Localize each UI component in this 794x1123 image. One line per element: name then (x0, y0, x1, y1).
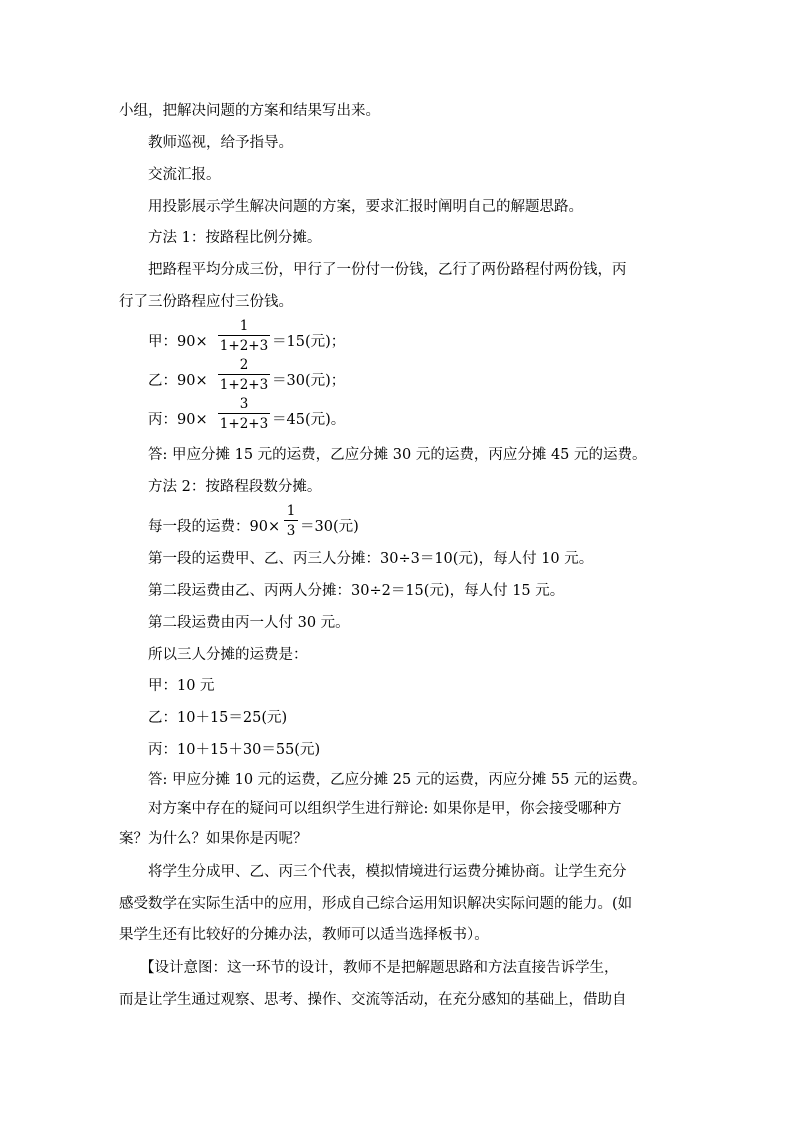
paragraph-line: 将学生分成甲、乙、丙三个代表，模拟情境进行运费分摊协商。让学生充分 (148, 864, 627, 880)
paragraph-line: 用投影展示学生解决问题的方案，要求汇报时阐明自己的解题思路。 (148, 199, 583, 215)
paragraph-line: 甲：10 元 (148, 678, 215, 694)
formula-tail: ＝45(元)。 (272, 412, 346, 428)
answer-line: 答: 甲应分摊 10 元的运费，乙应分摊 25 元的运费，丙应分摊 55 元的运费。 (148, 772, 647, 788)
paragraph-line: 对方案中存在的疑问可以组织学生进行辩论: 如果你是甲，你会接受哪种方 (148, 801, 622, 817)
numerator: 1 (239, 318, 249, 334)
formula-lead: 甲：90× (148, 334, 208, 350)
formula-lead: 每一段的运费：90× (148, 519, 281, 535)
fraction (218, 318, 270, 354)
denominator: 1+2+3 (219, 416, 269, 432)
paragraph-line: 案？为什么？如果你是丙呢？ (119, 831, 308, 847)
fraction-bar (218, 413, 270, 414)
paragraph-line: 小组，把解决问题的方案和结果写出来。 (119, 103, 380, 119)
paragraph-line: 教师巡视，给予指导。 (148, 135, 293, 151)
paragraph-line: 把路程平均分成三份，甲行了一份付一份钱，乙行了两份路程付两份钱，丙 (148, 262, 627, 278)
answer-line: 答: 甲应分摊 15 元的运费，乙应分摊 30 元的运费，丙应分摊 45 元的运费。 (148, 447, 647, 463)
formula-lead: 丙：90× (148, 412, 208, 428)
denominator: 1+2+3 (219, 377, 269, 393)
numerator: 2 (239, 357, 249, 373)
method-heading: 方法 2：按路程段数分摊。 (148, 479, 322, 495)
fraction (284, 503, 298, 539)
paragraph-line: 第一段的运费甲、乙、丙三人分摊：30÷3＝10(元)，每人付 10 元。 (148, 551, 594, 567)
formula-tail: ＝30(元) (300, 519, 359, 535)
formula-tail: ＝15(元)； (272, 334, 346, 350)
paragraph-line: 交流汇报。 (148, 167, 221, 183)
fraction (218, 357, 270, 393)
paragraph-line: 感受数学在实际生活中的应用，形成自己综合运用知识解决实际问题的能力。(如 (119, 896, 633, 912)
paragraph-line: 乙：10＋15＝25(元) (148, 710, 288, 726)
method-heading: 方法 1：按路程比例分摊。 (148, 230, 322, 246)
formula-lead: 乙：90× (148, 373, 208, 389)
paragraph-line: 丙：10＋15＋30＝55(元) (148, 742, 321, 758)
denominator: 1+2+3 (219, 338, 269, 354)
paragraph-line: 【设计意图：这一环节的设计，教师不是把解题思路和方法直接告诉学生， (140, 960, 619, 976)
fraction-bar (218, 374, 270, 375)
paragraph-line: 第二段运费由乙、丙两人分摊：30÷2＝15(元)，每人付 15 元。 (148, 583, 565, 599)
paragraph-line: 第二段运费由丙一人付 30 元。 (148, 615, 350, 631)
paragraph-line: 所以三人分摊的运费是： (148, 647, 308, 663)
numerator: 3 (239, 396, 249, 412)
numerator: 1 (286, 503, 296, 519)
fraction (218, 396, 270, 432)
formula-tail: ＝30(元)； (272, 373, 346, 389)
fraction-bar (284, 520, 298, 521)
fraction-bar (218, 335, 270, 336)
paragraph-line: 而是让学生通过观察、思考、操作、交流等活动，在充分感知的基础上，借助自 (119, 992, 627, 1008)
paragraph-line: 果学生还有比较好的分摊办法，教师可以适当选择板书）。 (119, 927, 489, 943)
paragraph-line: 行了三份路程应付三份钱。 (119, 294, 293, 310)
denominator: 3 (286, 523, 296, 539)
